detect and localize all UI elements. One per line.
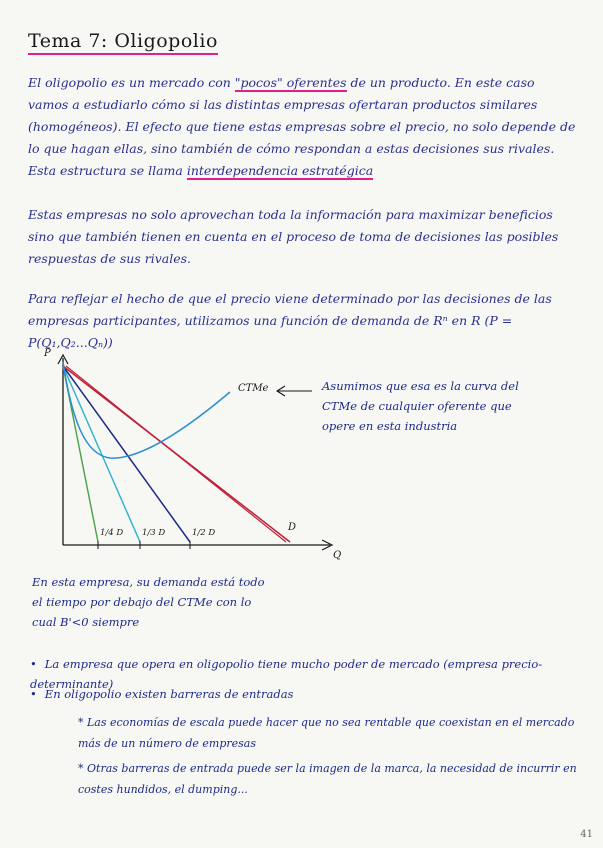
bullet-item: • La empresa que opera en oligopolio tiene mucho poder de mercado (empresa precio-determinante) xyxy=(30,657,543,691)
highlight-pocos-oferentes: "pocos" oferentes xyxy=(234,75,347,90)
sub-item: * Las economías de escala puede hacer que no sea rentable que coexistan en el mercado más de un número de empresas xyxy=(78,716,575,750)
rivals-paragraph: Estas empresas no solo aprovechan toda la información para maximizar beneficios sino que también tienen en cuenta en el proceso de toma de decisiones las posibles respuestas de sus rivales. xyxy=(28,207,559,266)
page-number: 41 xyxy=(580,829,593,840)
bullet-item: • En oligopolio existen barreras de entradas xyxy=(30,687,294,701)
axis-label-q: Q xyxy=(333,550,342,561)
demand-label: D xyxy=(288,522,297,533)
tick-label-half: 1/2 D xyxy=(192,528,216,538)
demand-line-third xyxy=(63,366,140,542)
graph-note: En esta empresa, su demanda está todo el tiempo por debajo del CTMe con lo cual B'<0 siempre xyxy=(32,575,265,629)
highlight-interdependencia: interdependencia estratégica xyxy=(186,163,374,178)
demand-line-half xyxy=(63,366,190,542)
tick-label-quarter: 1/4 D xyxy=(100,528,124,538)
sub-item: * Otras barreras de entrada puede ser la imagen de la marca, la necesidad de incurrir en costes hundidos, el dumping... xyxy=(78,762,577,796)
ctme-label: CTMe xyxy=(238,383,269,394)
ctme-annotation: Asumimos que esa es la curva del CTMe de cualquier oferente que opere en esta industria xyxy=(322,379,519,433)
page-title: Tema 7: Oligopolio xyxy=(28,30,218,52)
demand-function-paragraph: Para reflejar el hecho de que el precio viene determinado por las decisiones de las empresas participantes, utilizamos una función de demanda de Rⁿ en R (P = P(Q₁,Q₂...Qₙ)) xyxy=(28,291,552,350)
axis-label-p: P xyxy=(44,348,51,359)
intro-paragraph: El oligopolio es un mercado con "pocos" oferentes de un producto. En este caso vamos a estudiarlo cómo si las distintas empresas ofertaran productos similares (homogéneos). El efecto que tiene estas empresas sobre el precio, no solo depende de lo que hagan ellas, sino también de cómo respondan a estas decisiones sus rivales. Esta estructura se llama interdependencia estratégica xyxy=(28,75,576,178)
ctme-curve xyxy=(63,362,230,458)
tick-label-third: 1/3 D xyxy=(142,528,166,538)
